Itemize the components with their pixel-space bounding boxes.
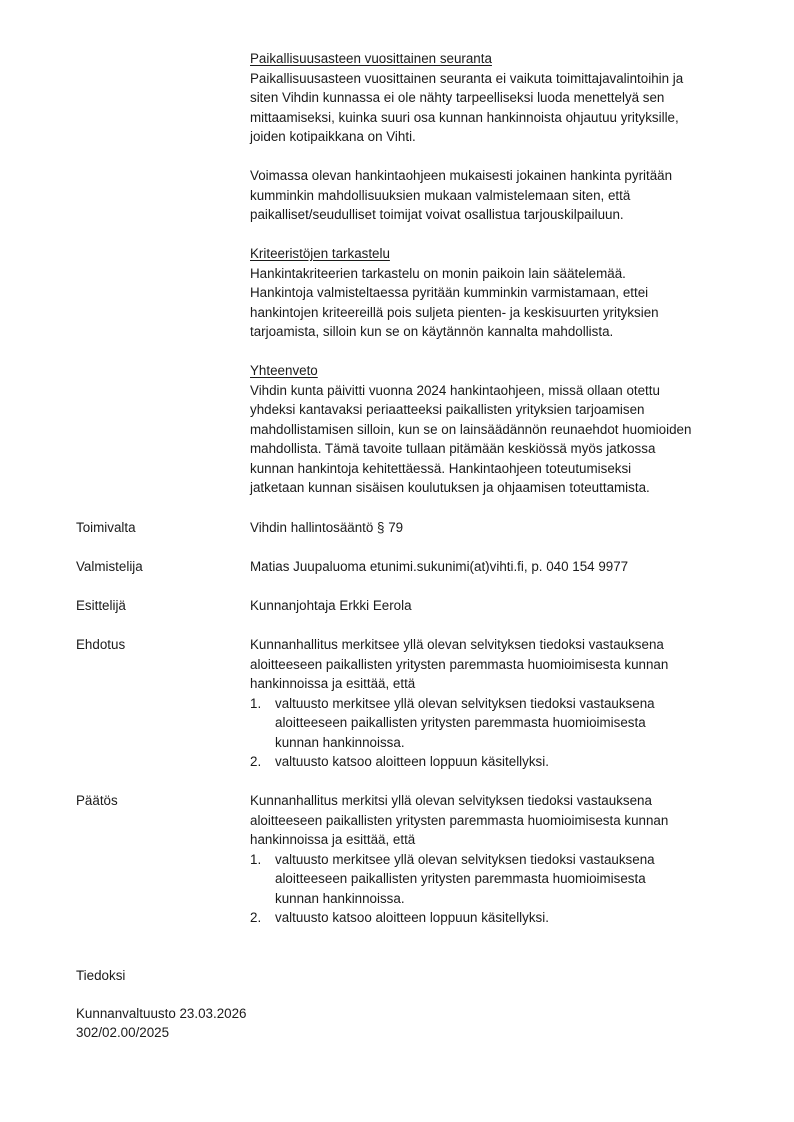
paragraph-line: Hankintakriteerien tarkastelu on monin paikoin lain säätelemää. xyxy=(250,265,626,281)
paragraph-line: mahdollistamisen silloin, kun se on lainsäädännön reunaehdot huomioiden xyxy=(250,421,692,437)
meeting-reference: Kunnanvaltuusto 23.03.2026 xyxy=(76,1006,247,1021)
field-label-valmistelija: Valmistelija xyxy=(76,559,143,574)
list-item-line: valtuusto katsoo aloitteen loppuun käsitellyksi. xyxy=(275,910,549,925)
paragraph-line: Vihdin kunta päivitti vuonna 2024 hankintaohjeen, missä ollaan otettu xyxy=(250,382,660,398)
list-item-line: aloitteeseen paikallisten yritysten paremmasta huomioimisesta xyxy=(275,715,646,730)
list-item-line: kunnan hankinnoissa. xyxy=(275,890,405,906)
paragraph-line: aloitteeseen paikallisten yritysten paremmasta huomioimisesta kunnan xyxy=(250,812,669,828)
paragraph-line: Kunnanhallitus merkitsee yllä olevan selvityksen tiedoksi vastauksena xyxy=(250,637,664,652)
field-value-esittelija: Kunnanjohtaja Erkki Eerola xyxy=(250,598,412,613)
paragraph-line: Kunnanhallitus merkitsi yllä olevan selvityksen tiedoksi vastauksena xyxy=(250,793,652,808)
list-number: 1. xyxy=(250,851,262,867)
list-item-line: valtuusto merkitsee yllä olevan selvityksen tiedoksi vastauksena xyxy=(275,695,655,711)
proposal-block xyxy=(250,635,740,772)
list-item-line: aloitteeseen paikallisten yritysten paremmasta huomioimisesta xyxy=(275,871,646,886)
list-number: 2. xyxy=(250,910,262,925)
paragraph-line: kunnan hankintoja kehitettäessä. Hankintaohjeen toteutumiseksi xyxy=(250,460,632,476)
field-label-paatos: Päätös xyxy=(76,793,118,808)
section-summary xyxy=(250,361,740,498)
section-procurement-guideline xyxy=(250,166,740,225)
paragraph-line: aloitteeseen paikallisten yritysten paremmasta huomioimisesta kunnan xyxy=(250,656,669,672)
record-number: 302/02.00/2025 xyxy=(76,1025,170,1040)
field-value-toimivalta: Vihdin hallintosääntö § 79 xyxy=(250,520,404,535)
paragraph-line: hankinnoissa ja esittää, että xyxy=(250,832,416,847)
paragraph-line: mittaamiseksi, kuinka suuri osa kunnan hankinnoista ohjautuu yrityksille, xyxy=(250,109,679,125)
decision-block xyxy=(250,791,740,928)
list-item xyxy=(250,752,740,772)
paragraph-line: jatketaan kunnan sisäisen koulutuksen ja ohjaamisen toteuttamista. xyxy=(250,480,650,495)
paragraph-line: siten Vihdin kunnassa ei ole nähty tarpeelliseksi luoda menettelyä sen xyxy=(250,90,665,105)
list-item xyxy=(250,694,740,753)
section-heading: Paikallisuusasteen vuosittainen seuranta xyxy=(250,51,492,66)
section-heading: Kriteeristöjen tarkastelu xyxy=(250,246,390,261)
paragraph-line: kumminkin mahdollisuuksien mukaan valmistelemaan siten, että xyxy=(250,187,631,203)
field-label-ehdotus: Ehdotus xyxy=(76,637,126,652)
field-value-valmistelija: Matias Juupaluoma etunimi.sukunimi(at)vihti.fi, p. 040 154 9977 xyxy=(250,559,629,574)
paragraph-line: mahdollista. Tämä tavoite tullaan pitämään keskiössä myös jatkossa xyxy=(250,441,656,456)
paragraph-line: hankinnoissa ja esittää, että xyxy=(250,676,416,691)
field-label-toimivalta: Toimivalta xyxy=(76,520,136,535)
list-number: 1. xyxy=(250,695,262,711)
section-criteria-review xyxy=(250,244,740,342)
list-item xyxy=(250,908,740,928)
paragraph-line: hankintojen kriteereillä pois suljeta pienten- ja keskisuurten yrityksien xyxy=(250,304,659,320)
list-number: 2. xyxy=(250,754,262,769)
list-item-line: valtuusto katsoo aloitteen loppuun käsitellyksi. xyxy=(275,754,549,769)
field-label-esittelija: Esittelijä xyxy=(76,598,126,613)
proposal-list xyxy=(250,694,740,772)
decision-list xyxy=(250,850,740,928)
distribution-label: Tiedoksi xyxy=(76,968,126,983)
paragraph-line: tarjoamista, silloin kun se on käytännön kannalta mahdollista. xyxy=(250,324,614,339)
list-item xyxy=(250,850,740,909)
paragraph-line: Paikallisuusasteen vuosittainen seuranta ei vaikuta toimittajavalintoihin ja xyxy=(250,70,684,86)
list-item-line: kunnan hankinnoissa. xyxy=(275,734,405,750)
paragraph-line: joiden kotipaikkana on Vihti. xyxy=(250,129,416,144)
paragraph-line: Voimassa olevan hankintaohjeen mukaisesti jokainen hankinta pyritään xyxy=(250,168,673,183)
list-item-line: valtuusto merkitsee yllä olevan selvityksen tiedoksi vastauksena xyxy=(275,851,655,867)
paragraph-line: yhdeksi kantavaksi periaatteeksi paikallisten yrityksien tarjoamisen xyxy=(250,402,645,417)
section-local-share-monitoring xyxy=(250,49,740,147)
section-heading: Yhteenveto xyxy=(250,363,318,378)
paragraph-line: Hankintoja valmisteltaessa pyritään kumminkin varmistamaan, ettei xyxy=(250,285,649,300)
paragraph-line: paikalliset/seudulliset toimijat voivat osallistua tarjouskilpailuun. xyxy=(250,207,624,222)
